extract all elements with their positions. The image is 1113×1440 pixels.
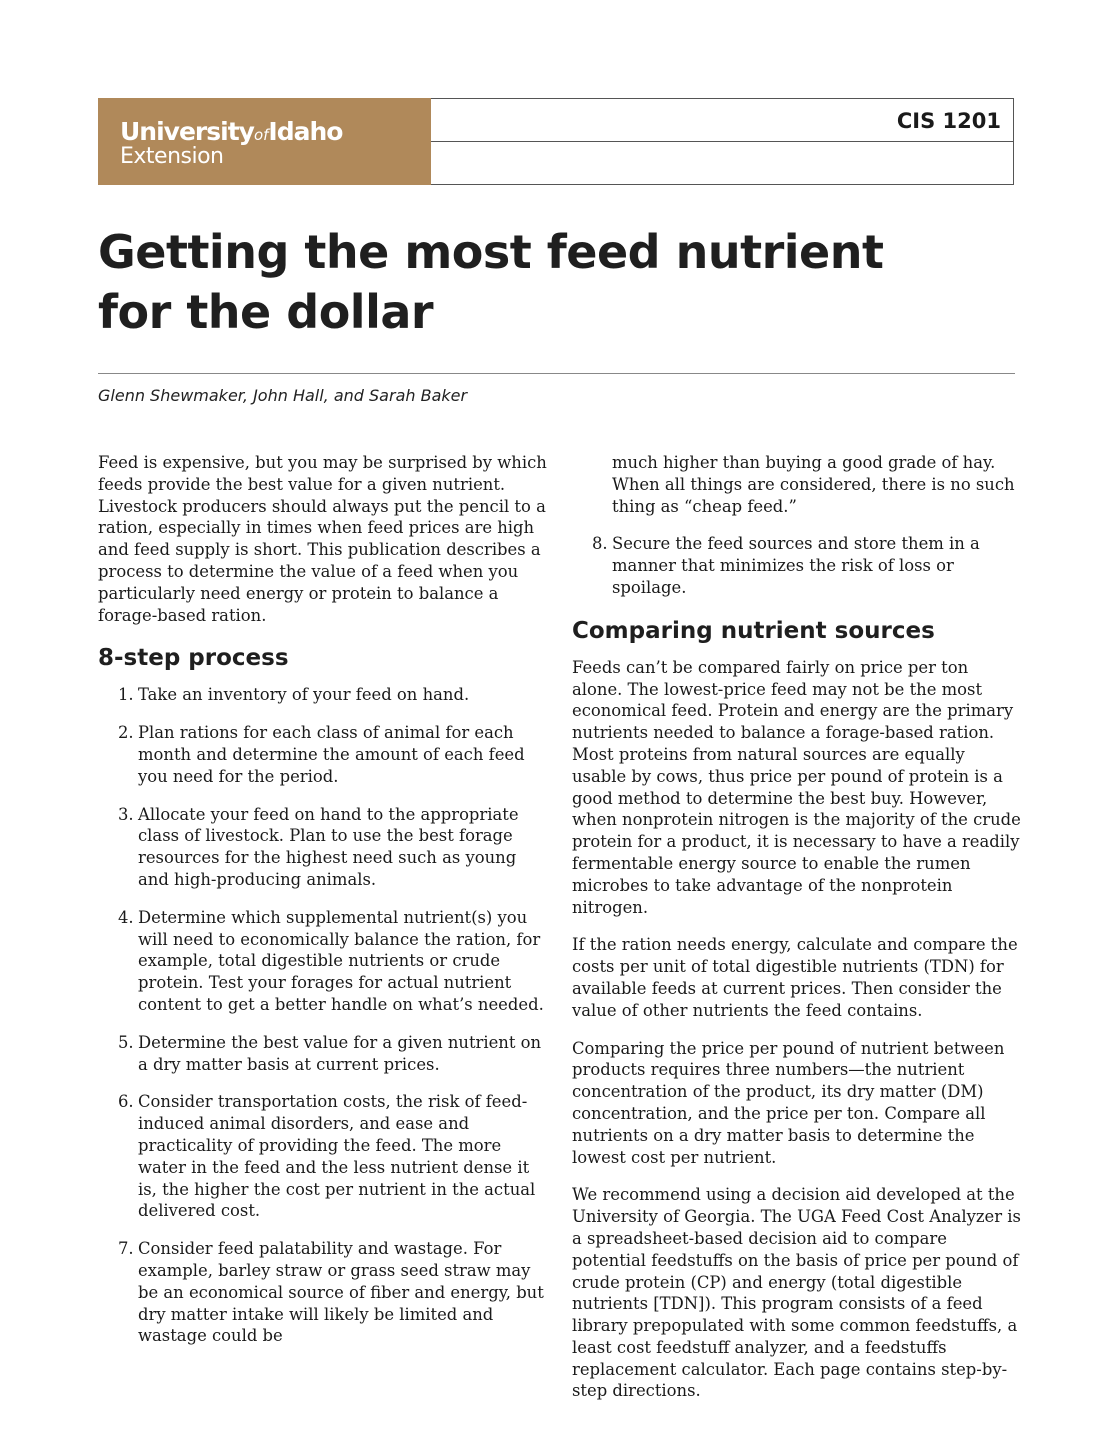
right-column [572, 452, 1022, 1418]
list-item: 1. Take an inventory of your feed on hand. [118, 685, 470, 705]
list-item: 7. Consider feed palatability and wastage. For example, barley straw or grass seed straw may be an economical source of fiber and energy, but dry matter intake will likely be limited and wastage could be [118, 1239, 544, 1346]
left-column [98, 452, 548, 1363]
section-heading-8-step: 8-step process [98, 645, 289, 672]
list-item: 2. Plan rations for each class of animal for each month and determine the amount of each feed you need for the period. [118, 723, 525, 786]
list-item: 6. Consider transportation costs, the risk of feed-induced animal disorders, and ease and practicality of providing the feed. The more water in the feed and the less nutrient dense it is, the higher the cost per nutrient in the actual delivered cost. [118, 1092, 536, 1221]
body-paragraph: We recommend using a decision aid developed at the University of Georgia. The UGA Feed Cost Analyzer is a spreadsheet-based decision aid to compare potential feedstuffs on the basis of price per pound of crude protein (CP) and energy (total digestible nutrients [TDN]). This program consists of a feed library prepopulated with some common feedstuffs, a least cost feedstuff analyzer, and a feedstuffs replacement calculator. Each page contains step-by-step directions. [572, 1185, 1021, 1401]
logo-extension: Extension [120, 144, 224, 169]
steps-list [98, 684, 548, 1347]
code-divider [431, 141, 1013, 142]
list-item: 8. Secure the feed sources and store them in a manner that minimizes the risk of loss or spoilage. [592, 534, 980, 597]
authors: Glenn Shewmaker, John Hall, and Sarah Baker [98, 386, 468, 405]
body-paragraph: Comparing the price per pound of nutrient between products requires three numbers—the nutrient concentration of the product, its dry matter (DM) concentration, and the price per ton. Compare all nutrients on a dry matter basis to determine the lowest cost per nutrient. [572, 1038, 1005, 1167]
document-title: Getting the most feed nutrient for the dollar [98, 225, 884, 339]
list-item: 4. Determine which supplemental nutrient(s) you will need to economically balance the ration, for example, total digestible nutrients or crude protein. Test your forages for actual nutrient content to get a better handle on what’s needed. [118, 907, 544, 1014]
intro-paragraph: Feed is expensive, but you may be surprised by which feeds provide the best value for a given nutrient. Livestock producers should always put the pencil to a ration, especially in times when feed prices are high and feed supply is short. This publication describes a process to determine the value of a feed when you particularly need energy or protein to balance a forage-based ration. [98, 453, 547, 625]
list-item: 5. Determine the best value for a given nutrient on a dry matter basis at current prices. [118, 1032, 542, 1074]
publication-code: CIS 1201 [896, 109, 1001, 133]
steps-list-continued [572, 533, 1022, 598]
list-item: 3. Allocate your feed on hand to the appropriate class of livestock. Plan to use the best forage resources for the highest need such as young and high-producing animals. [118, 804, 519, 889]
step-7-continuation: much higher than buying a good grade of hay. When all things are considered, there is no such thing as “cheap feed.” [612, 453, 1015, 516]
logo-wordmark: UniversityofIdaho [120, 117, 343, 146]
body-paragraph: Feeds can’t be compared fairly on price per ton alone. The lowest-price feed may not be the most economical feed. Protein and energy are the primary nutrients needed to balance a forage-based ration. Most proteins from natural sources are equally usable by cows, thus price per pound of protein is a good method to determine the best buy. However, when nonprotein nitrogen is the majority of the crude protein for a product, it is necessary to have a readily fermentable energy source to enable the rumen microbes to take advantage of the nonprotein nitrogen. [572, 657, 1021, 917]
publication-code-box [431, 98, 1014, 185]
masthead [98, 98, 1015, 185]
body-paragraph: If the ration needs energy, calculate and compare the costs per unit of total digestible nutrients (TDN) for available feeds at current prices. Then consider the value of other nutrients the feed contains. [572, 935, 1018, 1020]
title-rule [98, 373, 1015, 374]
section-heading-comparing: Comparing nutrient sources [572, 617, 935, 644]
university-logo [98, 98, 431, 185]
